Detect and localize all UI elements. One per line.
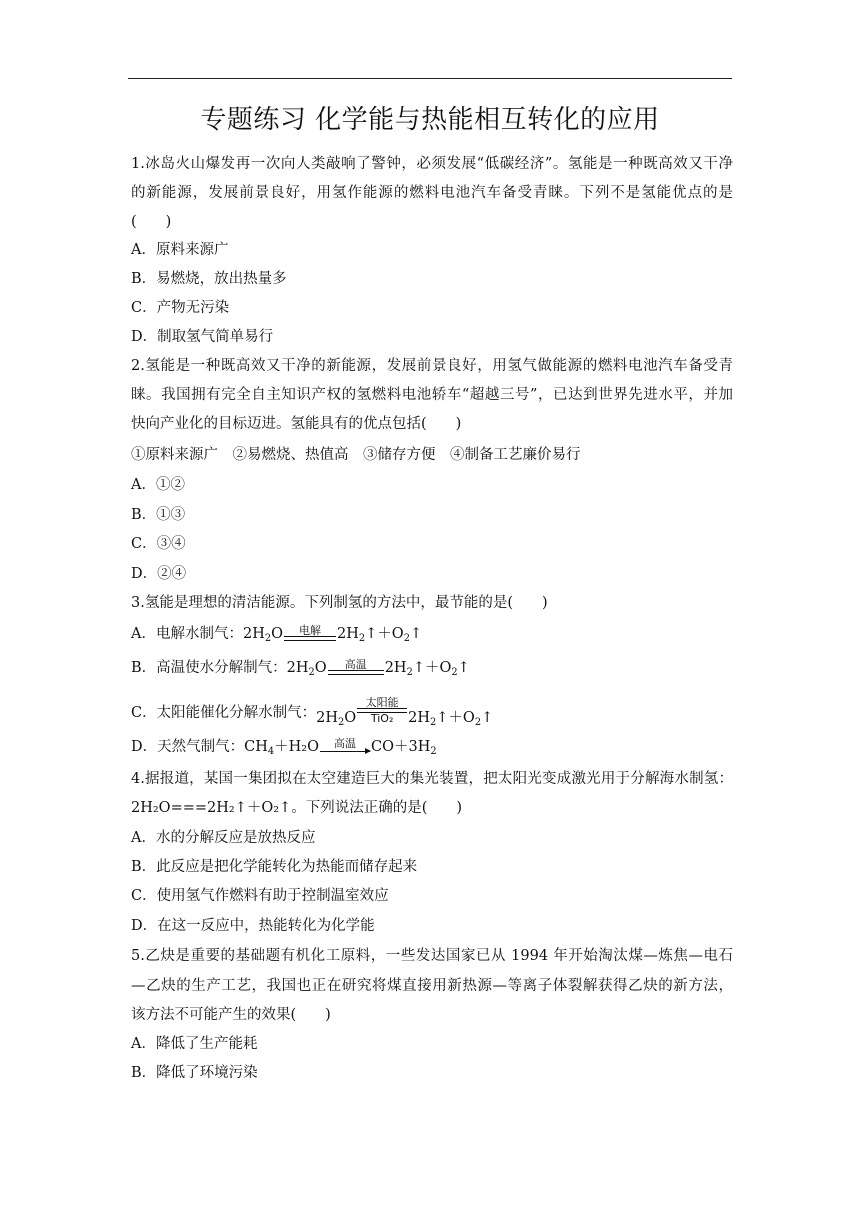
condition-top: 高温 [334, 737, 356, 750]
q4-stem-line-2: 2H₂O===2H₂↑＋O₂↑。下列说法正确的是( ) [131, 800, 463, 816]
q3-stem: 3.氢能是理想的清洁能源。下列制氢的方法中，最节能的是( ) [131, 595, 548, 611]
condition-top: 太阳能 [365, 696, 399, 709]
q2-stem-line-2: 睐。我国拥有完全自主知识产权的氢燃料电池轿车“超越三号”，已达到世界先进水平，并加 [131, 387, 733, 403]
equation-rhs-mid: ↑＋O [436, 710, 475, 726]
subscript: 2 [406, 666, 413, 678]
q4-option-a: A．水的分解反应是放热反应 [131, 830, 316, 846]
subscript: 2 [451, 666, 458, 678]
header-rule [128, 78, 732, 79]
reaction-condition [320, 738, 370, 752]
equation-lhs-end: O [271, 626, 284, 642]
equation-lhs: 2H [316, 710, 338, 726]
equation-lhs-end: O [314, 660, 327, 676]
equation-lhs-end: O [344, 710, 357, 726]
equation-lhs: CH [244, 739, 268, 755]
subscript: 2 [308, 666, 315, 678]
equation-rhs: 2H [408, 710, 430, 726]
q2-option-d: D．②④ [131, 566, 187, 582]
q5-stem-line-3: 该方法不可能产生的效果( ) [131, 1007, 331, 1023]
q3-option-a-label: A．电解水制气： [131, 626, 243, 642]
reaction-condition [328, 659, 384, 675]
equation-lhs: 2H [286, 660, 309, 676]
q3-option-a [131, 623, 733, 645]
equation-rhs-mid: ↑＋O [412, 660, 452, 676]
condition-top: 电解 [299, 624, 322, 637]
reaction-condition [357, 697, 407, 724]
equation-lhs-end: ＋H₂O [274, 739, 319, 755]
subscript: 2 [430, 745, 437, 757]
q1-stem-line-3: ( ) [131, 214, 172, 230]
q3-option-b [131, 657, 733, 679]
condition-top: 高温 [344, 658, 367, 671]
equation-rhs-end: ↑ [481, 710, 494, 726]
q5-stem-line-1: 5.乙炔是重要的基础题有机化工原料，一些发达国家已从 1994 年开始淘汰煤—炼焦—电石 [131, 948, 733, 964]
q4-option-c: C．使用氢气作燃料有助于控制温室效应 [131, 888, 389, 904]
equation-lhs: 2H [242, 626, 265, 642]
equation-rhs: 2H [384, 660, 407, 676]
subscript: 2 [264, 632, 272, 644]
subscript: 2 [430, 716, 437, 728]
q1-option-a: A．原料来源广 [131, 242, 229, 258]
q3-option-b-label: B．高温使水分解制气： [131, 660, 287, 676]
q4-option-d: D．在这一反应中，热能转化为化学能 [131, 918, 375, 934]
q3-option-d-equation [244, 736, 437, 758]
q2-option-a: A．①② [131, 477, 185, 493]
subscript: 2 [337, 716, 345, 728]
q5-option-b: B．降低了环境污染 [131, 1065, 258, 1081]
q3-option-c [131, 697, 733, 729]
equation-rhs: CO＋3H [371, 739, 431, 755]
arrow [320, 751, 370, 752]
q3-option-c-label: C．太阳能催化分解水制气： [131, 705, 317, 721]
q3-option-a-equation [243, 623, 422, 645]
q2-stem-line-1: 2.氢能是一种既高效又干净的新能源，发展前景良好，用氢气做能源的燃料电池汽车备受青 [131, 358, 733, 374]
equation-rhs-mid: ↑＋O [365, 626, 404, 642]
equation-rhs-end: ↑ [409, 626, 423, 642]
q5-stem-line-2: —乙炔的生产工艺，我国也正在研究将煤直接用新热源—等离子体裂解获得乙炔的新方法， [131, 978, 733, 994]
q1-stem-line-1: 1.冰岛火山爆发再一次向人类敲响了警钟，必须发展“低碳经济”。氢能是一种既高效又干净 [131, 156, 733, 172]
q3-option-b-equation [287, 657, 470, 679]
subscript: 4 [267, 745, 275, 757]
q3-option-c-equation [316, 697, 493, 729]
equation-rhs-end: ↑ [457, 660, 470, 676]
reaction-condition [284, 625, 336, 641]
page-title: 专题练习 化学能与热能相互转化的应用 [200, 105, 660, 135]
q3-option-d-label: D．天然气制气： [131, 739, 245, 755]
q1-stem-line-2: 的新能源，发展前景良好，用氢作能源的燃料电池汽车备受青睐。下列不是氢能优点的是 [131, 185, 733, 201]
subscript: 2 [358, 632, 366, 644]
equation-rhs: 2H [337, 626, 359, 642]
q3-option-d [131, 736, 733, 758]
condition-bottom: TiO₂ [370, 712, 394, 725]
q1-option-b: B．易燃烧，放出热量多 [131, 271, 287, 287]
q2-option-c: C．③④ [131, 536, 186, 552]
q5-option-a: A．降低了生产能耗 [131, 1036, 258, 1052]
q4-option-b: B．此反应是把化学能转化为热能而储存起来 [131, 859, 418, 875]
q4-stem-line-1: 4.据报道，某国一集团拟在太空建造巨大的集光装置，把太阳光变成激光用于分解海水制氢： [131, 771, 733, 787]
subscript: 2 [403, 632, 410, 644]
q2-statements: ①原料来源广 ②易燃烧、热值高 ③储存方便 ④制备工艺廉价易行 [131, 447, 581, 463]
q2-option-b: B．①③ [131, 507, 186, 523]
q1-option-c: C．产物无污染 [131, 300, 230, 316]
q1-option-d: D．制取氢气简单易行 [131, 329, 274, 345]
subscript: 2 [474, 716, 482, 728]
q2-stem-line-3: 快向产业化的目标迈进。氢能具有的优点包括( ) [131, 416, 462, 432]
